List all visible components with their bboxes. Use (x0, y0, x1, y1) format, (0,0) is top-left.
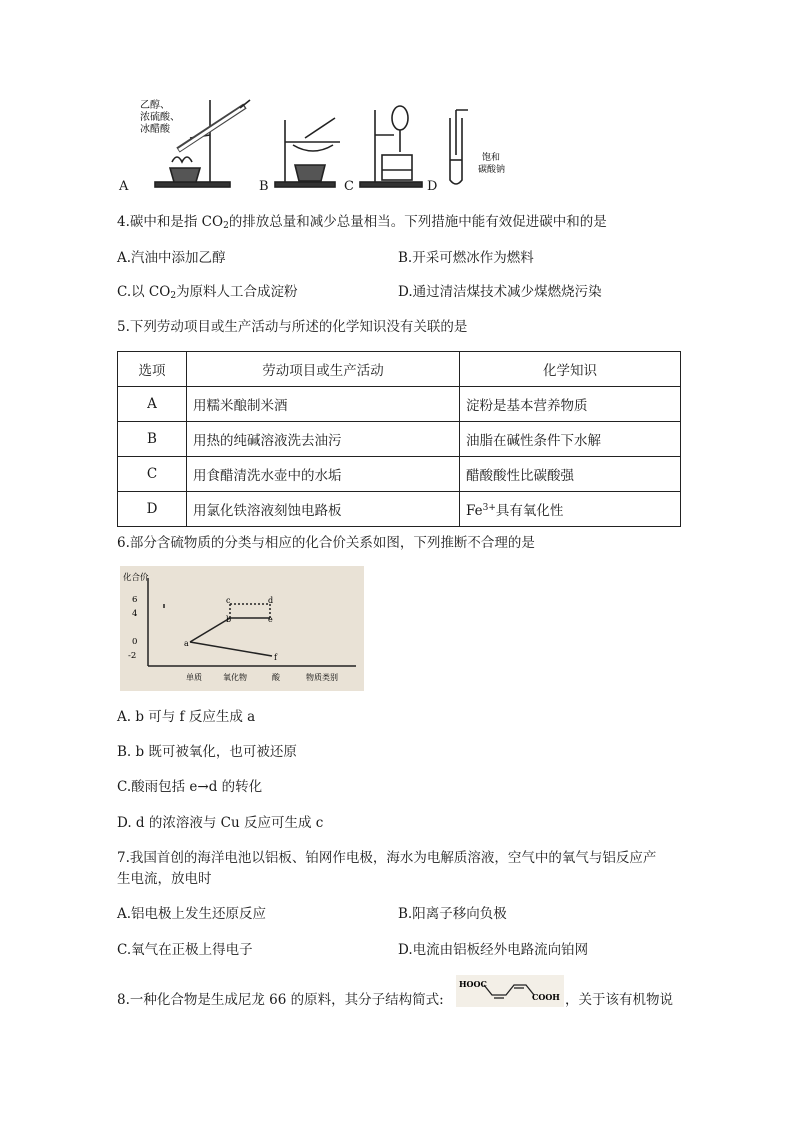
struct-cooh: COOH (532, 992, 560, 1002)
y-tick-6: 6 (132, 595, 138, 605)
point-f: f (274, 653, 277, 662)
y-axis-label: 化合价 (123, 573, 149, 583)
apparatus-c (360, 106, 422, 187)
q4-option-b: B.开采可燃冰作为燃料 (398, 250, 534, 266)
tube-label-2: 碳酸钠 (478, 165, 506, 175)
q4-stem: 4.碳中和是指 $CO_2$的排放总量和减少总量相当。下列措施中能有效促进碳中和的是 (117, 214, 607, 231)
y-tick-4: 4 (132, 609, 138, 619)
q7-option-a: A.铝电极上发生还原反应 (117, 906, 267, 922)
table-row (118, 457, 681, 492)
row-option: D (118, 492, 187, 527)
row-knowledge: $Fe^{3+}$具有氧化性 (460, 492, 681, 527)
point-a: a (184, 639, 189, 648)
row-knowledge: 油脂在碱性条件下水解 (460, 422, 681, 457)
apparatus-label-b: B (259, 179, 269, 194)
reagent-line-1: 乙醇、 (140, 100, 170, 111)
header-activity: 劳动项目或生产活动 (187, 352, 460, 387)
apparatus-row (110, 90, 530, 195)
reagent-line-2: 浓硫酸、 (140, 112, 180, 123)
row-knowledge: 醋酸酸性比碳酸强 (460, 457, 681, 492)
row-option: C (118, 457, 187, 492)
y-tick-minus2: -2 (128, 651, 137, 661)
table-row (118, 492, 681, 527)
q6-figure (120, 566, 364, 691)
struct-hooc: HOOC (459, 979, 487, 989)
row-activity: 用热的纯碱溶液洗去油污 (187, 422, 460, 457)
q7-option-c: C.氧气在正极上得电子 (117, 942, 253, 958)
q7-stem-line-1: 7.我国首创的海洋电池以铝板、铂网作电极，海水为电解质溶液，空气中的氧气与铝反应产 (117, 850, 657, 866)
x-tick-element: 单质 (186, 673, 202, 682)
apparatus-drawing (110, 90, 530, 195)
header-knowledge: 化学知识 (460, 352, 681, 387)
sulfur-valence-diagram (120, 566, 364, 691)
q5-table (117, 351, 681, 527)
row-activity: 用氯化铁溶液刻蚀电路板 (187, 492, 460, 527)
q4-option-a: A.汽油中添加乙醇 (117, 250, 226, 266)
row-knowledge: 淀粉是基本营养物质 (460, 387, 681, 422)
point-b: b (226, 615, 232, 624)
x-axis-label: 物质类别 (306, 673, 338, 682)
apparatus-label-d: D (427, 179, 438, 194)
table-row (118, 387, 681, 422)
q6-option-b: B. b 既可被氧化，也可被还原 (117, 744, 297, 760)
q7-option-b: B.阳离子移向负极 (398, 906, 507, 922)
q8-structure-image (456, 975, 564, 1007)
apparatus-b (275, 118, 340, 187)
q6-option-c: C.酸雨包括 e→d 的转化 (117, 779, 263, 795)
q4-option-c: C.以 $CO_2$为原料人工合成淀粉 (117, 284, 298, 301)
q7-stem-line-2: 生电流，放电时 (117, 871, 212, 887)
row-activity: 用糯米酿制米酒 (187, 387, 460, 422)
table-header-row (118, 352, 681, 387)
apparatus-label-c: C (344, 179, 354, 194)
point-e: e (268, 615, 273, 624)
table-row (118, 422, 681, 457)
q7-option-d: D.电流由铝板经外电路流向铂网 (398, 942, 589, 958)
header-option: 选项 (118, 352, 187, 387)
apparatus-d (450, 110, 468, 184)
structure-formula (456, 975, 564, 1007)
tube-label-1: 饱和 (482, 153, 501, 163)
row-activity: 用食醋清洗水壶中的水垢 (187, 457, 460, 492)
q8-stem-start: 8.一种化合物是生成尼龙 66 的原料，其分子结构简式: (117, 992, 444, 1008)
q8-stem-end: ，关于该有机物说 (565, 992, 673, 1008)
q4-option-d: D.通过清洁煤技术减少煤燃烧污染 (398, 284, 602, 300)
row-option: A (118, 387, 187, 422)
row-option: B (118, 422, 187, 457)
q6-stem: 6.部分含硫物质的分类与相应的化合价关系如图，下列推断不合理的是 (117, 535, 535, 551)
x-tick-acid: 酸 (272, 673, 280, 682)
y-tick-0: 0 (132, 637, 138, 647)
x-tick-oxide: 氧化物 (223, 673, 247, 682)
reagent-line-3: 冰醋酸 (140, 124, 170, 135)
point-d: d (268, 596, 274, 605)
q5-stem: 5.下列劳动项目或生产活动与所述的化学知识没有关联的是 (117, 319, 468, 335)
q6-option-d: D. d 的浓溶液与 Cu 反应可生成 c (117, 815, 324, 831)
point-c: c (226, 596, 231, 605)
q6-option-a: A. b 可与 f 反应生成 a (117, 709, 256, 725)
apparatus-label-a: A (119, 179, 129, 194)
